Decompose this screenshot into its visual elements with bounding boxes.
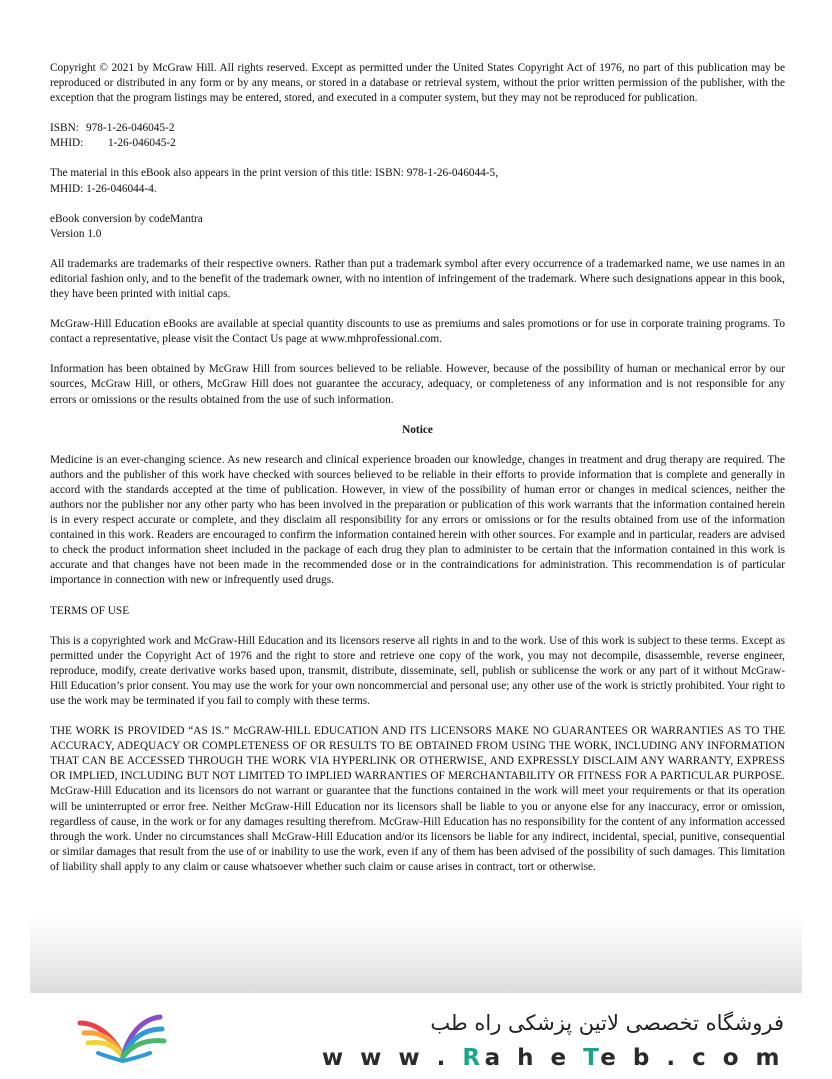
url-eb: e b . c o m	[600, 1045, 784, 1071]
url-r: R	[462, 1045, 485, 1071]
trademarks-paragraph: All trademarks are trademarks of their respective owners. Rather than put a trademark symbol after every occurrence of a trademarked name, we use names in an editorial fashion only, and to the benefit of the trademark owner, with no intention of infringement of the trademark. Where such designations appear in this book, they have been printed with initial caps.	[50, 257, 785, 301]
conversion-line-2: Version 1.0	[50, 227, 102, 240]
information-paragraph: Information has been obtained by McGraw Hill from sources believed to be reliable. However, because of the possibility of human or mechanical error by our sources, McGraw Hill, or others, McGraw Hill does not guarantee the accuracy, adequacy, or completeness of any information and is not responsible for any errors or omissions or the results obtained from the use of such information.	[50, 363, 785, 406]
conversion-note	[50, 212, 785, 242]
store-name: فروشگاه تخصصی لاتین پزشکی راه طب	[430, 1011, 784, 1035]
isbn-value: 978-1-26-046045-2	[86, 122, 175, 135]
copyright-paragraph: Copyright © 2021 by McGraw Hill. All rights reserved. Except as permitted under the United States Copyright Act of 1976, no part of this publication may be reproduced or distributed in any form or by any means, or stored in a database or retrieval system, without the prior written permission of the publisher, with the exception that the program listings may be entered, stored, and executed in a computer system, but they may not be reproduced for publication.	[50, 62, 785, 105]
open-book-rainbow-logo-icon	[68, 1005, 178, 1070]
url-prefix: w w w .	[321, 1045, 463, 1071]
url-ahe: a h e	[484, 1045, 584, 1071]
discounts-paragraph: McGraw-Hill Education eBooks are available at special quantity discounts to use as premiums and sales promotions or for use in corporate training programs. To contact a representative, please visit the Contact Us page at www.mhprofessional.com.	[50, 318, 785, 346]
isbn-block	[50, 121, 785, 151]
mhid-label: MHID:	[50, 137, 84, 150]
url-t: T	[583, 1045, 601, 1071]
mhid-value: 1-26-046045-2	[108, 137, 176, 150]
store-footer	[0, 993, 832, 1079]
warranty-paragraph: THE WORK IS PROVIDED “AS IS.” McGRAW-HILL EDUCATION AND ITS LICENSORS MAKE NO GUARANTEES OR WARRANTIES AS TO THE ACCURACY, ADEQUACY OR COMPLETENESS OF OR RESULTS TO BE OBTAINED FROM USING THE WORK, INCLUDING ANY INFORMATION THAT CAN BE ACCESSED THROUGH THE WORK VIA HYPERLINK OR OTHERWISE, AND EXPRESSLY DISCLAIM ANY WARRANTY, EXPRESS OR IMPLIED, INCLUDING BUT NOT LIMITED TO IMPLIED WARRANTIES OF MERCHANTABILITY OR FITNESS FOR A PARTICULAR PURPOSE. McGraw-Hill Education and its licensors do not warrant or guarantee that the functions contained in the work will meet your requirements or that its operation will be uninterrupted or error free. Neither McGraw-Hill Education nor its licensors shall be liable to you or anyone else for any inaccuracy, error or omission, regardless of cause, in the work or for any damages resulting therefrom. McGraw-Hill Education has no responsibility for the content of any information accessed through the work. Under no circumstances shall McGraw-Hill Education and/or its licensors be liable for any indirect, incidental, special, punitive, consequential or similar damages that result from the use of or inability to use the work, even if any of them has been advised of the possibility of such damages. This limitation of liability shall apply to any claim or cause whatsoever whether such claim or cause arises in contract, tort or otherwise.	[50, 725, 785, 873]
copyright-page	[50, 61, 785, 890]
notice-paragraph: Medicine is an ever-changing science. As new research and clinical experience broaden our knowledge, changes in treatment and drug therapy are required. The authors and the publisher of this work have checked with sources believed to be reliable in their efforts to provide information that is complete and generally in accord with the standards accepted at the time of publication. However, in view of the possibility of human error or changes in medical sciences, neither the authors nor the publisher nor any other party who has been involved in the preparation or publication of this work warrants that the information contained herein is in every respect accurate or complete, and they disclaim all responsibility for any errors or omissions or for the results obtained from use of the information contained in this work. Readers are encouraged to confirm the information contained herein with other sources. For example and in particular, readers are advised to check the product information sheet included in the package of each drug they plan to administer to be certain that the information contained in this work is accurate and that changes have not been made in the recommended dose or in the contraindications for administration. This recommendation is of particular importance in connection with new or infrequently used drugs.	[50, 453, 785, 587]
terms-heading: TERMS OF USE	[50, 604, 130, 617]
footer-shade	[30, 915, 802, 993]
print-version-line-1: The material in this eBook also appears in the print version of this title: ISBN: 978-1-26-046044-5,	[50, 167, 499, 180]
print-version-line-2: MHID: 1-26-046044-4.	[50, 182, 157, 195]
notice-heading: Notice	[402, 423, 433, 436]
terms-paragraph: This is a copyrighted work and McGraw-Hill Education and its licensors reserve all rights in and to the work. Use of this work is subject to these terms. Except as permitted under the Copyright Act of 1976 and the right to store and retrieve one copy of the work, you may not decompile, disassemble, reverse engineer, reproduce, modify, create derivative works based upon, transmit, distribute, disseminate, sell, publish or sublicense the work or any part of it without McGraw-Hill Education’s prior consent. You may use the work for your own noncommercial and personal use; any other use of the work is strictly prohibited. Your right to use the work may be terminated if you fail to comply with these terms.	[50, 634, 785, 707]
site-url	[322, 1045, 784, 1071]
conversion-line-1: eBook conversion by codeMantra	[50, 212, 203, 225]
isbn-label: ISBN:	[50, 122, 79, 135]
print-version-note	[50, 166, 785, 196]
mhid-row	[50, 136, 785, 151]
isbn-row	[50, 121, 785, 136]
